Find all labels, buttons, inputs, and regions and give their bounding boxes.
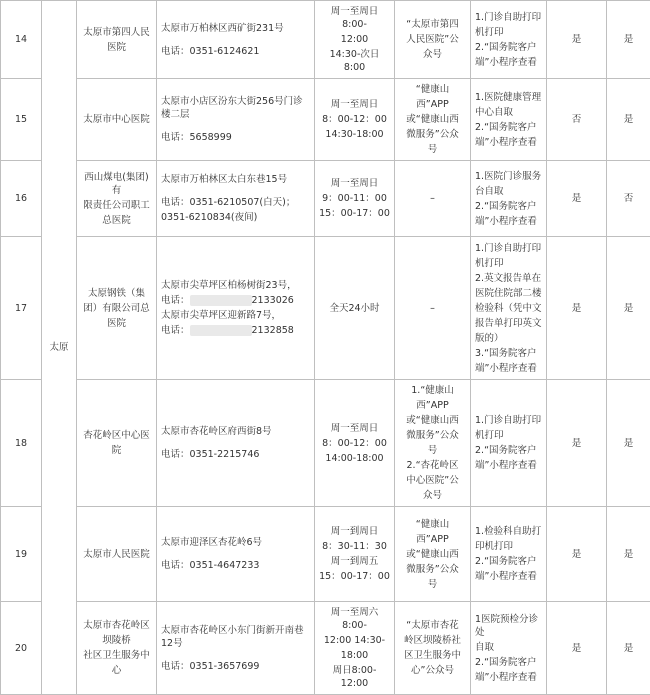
phone-text: 0351-6210834(夜间): [161, 211, 310, 224]
cell-line: 中心医院”公: [399, 474, 466, 487]
cell-line: –: [399, 192, 466, 205]
cell-line: 8：00-12：00: [319, 437, 390, 450]
table-row: [1, 602, 650, 695]
flag-cell-1: 是: [547, 602, 607, 695]
cell-line: 岭区坝陵桥社: [399, 634, 466, 647]
cell-line: 2.“国务院客户: [475, 41, 542, 54]
cell-line: “健康山: [399, 83, 466, 96]
redacted-block: [190, 325, 252, 336]
cell-line: 西”APP: [399, 98, 466, 111]
cell-line: 检验科（凭中文: [475, 302, 542, 315]
cell-line: 2.英文报告单在: [475, 272, 542, 285]
address-phone: [157, 161, 315, 237]
flag-cell-2: 是: [607, 1, 650, 79]
cell-line: 2.“国务院客户: [475, 444, 542, 457]
cell-line: 全天24小时: [319, 302, 390, 315]
cell-line: 12:00: [319, 33, 390, 46]
flag-cell-1: 是: [547, 161, 607, 237]
cell-line: 机打印: [475, 429, 542, 442]
hospital-name: [77, 507, 157, 602]
cell-line: 1.医院健康管理: [475, 91, 542, 104]
table-body: [1, 1, 650, 695]
line-gap: [161, 123, 310, 129]
phone-text: 电话：0351-4647233: [161, 559, 310, 572]
service-hours: [315, 79, 395, 161]
flag-cell-1: 否: [547, 79, 607, 161]
pickup-method: [471, 507, 547, 602]
address-text: 太原市尖草坪区迎新路7号，: [161, 309, 310, 322]
cell-line: 1.“健康山: [399, 384, 466, 397]
cell-line: 2.“国务院客户: [475, 200, 542, 213]
cell-line: “健康山: [399, 518, 466, 531]
row-number: 14: [1, 1, 42, 79]
cell-line: 医院: [81, 41, 152, 54]
address-text: 太原市迎泽区杏花岭6号: [161, 536, 310, 549]
cell-line: 心: [81, 664, 152, 677]
cell-line: 杏花岭区中心医: [81, 429, 152, 442]
cell-line: 机打印: [475, 257, 542, 270]
cell-line: 周一至周六8:00-: [319, 606, 390, 632]
cell-line: 限责任公司职工: [81, 199, 152, 212]
line-gap: [161, 37, 310, 43]
table-row: [1, 237, 650, 380]
phone-text: 电话：0351-6124621: [161, 45, 310, 58]
cell-line: 报告单打印英文: [475, 317, 542, 330]
flag-cell-2: 是: [607, 79, 650, 161]
cell-line: 台自取: [475, 185, 542, 198]
hospital-name: [77, 602, 157, 695]
cell-line: 周一至周日: [319, 177, 390, 190]
cell-line: 印机打印: [475, 540, 542, 553]
flag-cell-2: 是: [607, 237, 650, 380]
online-channel: [395, 602, 471, 695]
cell-line: 心”公众号: [399, 664, 466, 677]
flag-cell-1: 是: [547, 1, 607, 79]
cell-line: 或“健康山西: [399, 113, 466, 126]
cell-line: 2.“国务院客户: [475, 656, 542, 669]
hospital-name: [77, 161, 157, 237]
flag-cell-2: 是: [607, 602, 650, 695]
row-number: 16: [1, 161, 42, 237]
cell-line: 中心自取: [475, 106, 542, 119]
cell-line: 坝陵桥: [81, 634, 152, 647]
cell-line: 太原市第四人民: [81, 26, 152, 39]
cell-line: 人民医院”公: [399, 33, 466, 46]
cell-line: 端”小程序查看: [475, 136, 542, 149]
cell-line: 众号: [399, 489, 466, 502]
hospital-name: [77, 380, 157, 507]
cell-line: 号: [399, 143, 466, 156]
address-phone: [157, 380, 315, 507]
service-hours: [315, 237, 395, 380]
cell-line: 14:30-次日8:00: [319, 48, 390, 74]
online-channel: [395, 161, 471, 237]
table-row: [1, 380, 650, 507]
cell-line: 15：00-17：00: [319, 207, 390, 220]
flag-cell-1: 是: [547, 237, 607, 380]
phone-label: 电话：: [161, 295, 190, 306]
table-row: [1, 1, 650, 79]
address-phone: [157, 237, 315, 380]
service-hours: [315, 161, 395, 237]
cell-line: 9：00-11：00: [319, 192, 390, 205]
cell-line: 周一至周日: [319, 422, 390, 435]
address-phone: [157, 507, 315, 602]
cell-line: 8：00-12：00: [319, 113, 390, 126]
address-phone: [157, 1, 315, 79]
cell-line: 西”APP: [399, 399, 466, 412]
cell-line: “太原市第四: [399, 18, 466, 31]
flag-cell-2: 否: [607, 161, 650, 237]
cell-line: 1.门诊自助打印: [475, 11, 542, 24]
cell-line: 周一到周日: [319, 525, 390, 538]
phone-text: [161, 324, 310, 337]
table-row: [1, 79, 650, 161]
cell-line: 1医院预检分诊处: [475, 613, 542, 639]
phone-text: 电话：0351-2215746: [161, 448, 310, 461]
address-text: 太原市杏花岭区府西街8号: [161, 425, 310, 438]
pickup-method: [471, 237, 547, 380]
cell-line: 太原市人民医院: [81, 548, 152, 561]
table-row: [1, 161, 650, 237]
cell-line: 号: [399, 444, 466, 457]
cell-line: 机打印: [475, 26, 542, 39]
pickup-method: [471, 1, 547, 79]
hospital-name: [77, 1, 157, 79]
cell-line: 区卫生服务中: [399, 649, 466, 662]
city-cell: 太原: [42, 1, 77, 695]
cell-line: 医院: [81, 317, 152, 330]
cell-line: 1.门诊自助打印: [475, 414, 542, 427]
phone-text: 电话：0351-3657699: [161, 660, 310, 673]
online-channel: [395, 79, 471, 161]
phone-text: [161, 294, 310, 307]
pickup-method: [471, 161, 547, 237]
cell-line: 14:00-18:00: [319, 452, 390, 465]
row-number: 20: [1, 602, 42, 695]
cell-line: 2.“杏花岭区: [399, 459, 466, 472]
online-channel: [395, 1, 471, 79]
service-hours: [315, 380, 395, 507]
hospital-name: [77, 79, 157, 161]
address-text: 太原市杏花岭区小东门街新开南巷12号: [161, 624, 310, 650]
cell-line: 周一至周日: [319, 98, 390, 111]
cell-line: 社区卫生服务中: [81, 649, 152, 662]
cell-line: 微服务”公众: [399, 128, 466, 141]
cell-line: 端”小程序查看: [475, 570, 542, 583]
cell-line: 太原钢铁（集: [81, 287, 152, 300]
cell-line: 版的）: [475, 332, 542, 345]
address-phone: [157, 79, 315, 161]
cell-line: “太原市杏花: [399, 619, 466, 632]
online-channel: [395, 507, 471, 602]
cell-line: 18:00: [319, 649, 390, 662]
cell-line: 2.“国务院客户: [475, 555, 542, 568]
cell-line: 太原市中心医院: [81, 113, 152, 126]
row-number: 17: [1, 237, 42, 380]
cell-line: 医院住院部二楼: [475, 287, 542, 300]
cell-line: 14:30-18:00: [319, 128, 390, 141]
row-number: 19: [1, 507, 42, 602]
cell-line: 微服务”公众: [399, 429, 466, 442]
cell-line: 西山煤电(集团)有: [81, 171, 152, 197]
hospital-name: [77, 237, 157, 380]
online-channel: [395, 380, 471, 507]
address-text: 太原市万柏林区太白东巷15号: [161, 173, 310, 186]
cell-line: 团）有限公司总: [81, 302, 152, 315]
line-gap: [161, 440, 310, 446]
cell-line: 1.医院门诊服务: [475, 170, 542, 183]
phone-tail: 2133026: [252, 295, 294, 306]
cell-line: 端”小程序查看: [475, 215, 542, 228]
address-phone: [157, 602, 315, 695]
address-text: 太原市尖草坪区柏杨树街23号，: [161, 279, 310, 292]
service-hours: [315, 602, 395, 695]
cell-line: 1.门诊自助打印: [475, 242, 542, 255]
flag-cell-1: 是: [547, 380, 607, 507]
row-number: 15: [1, 79, 42, 161]
flag-cell-2: 是: [607, 507, 650, 602]
cell-line: 1.检验科自助打: [475, 525, 542, 538]
cell-line: 12:00 14:30-: [319, 634, 390, 647]
cell-line: 号: [399, 578, 466, 591]
cell-line: 15：00-17：00: [319, 570, 390, 583]
address-text: 太原市小店区汾东大街256号门诊楼二层: [161, 95, 310, 121]
table-row: [1, 507, 650, 602]
cell-line: 或“健康山西: [399, 548, 466, 561]
cell-line: 3.“国务院客户: [475, 347, 542, 360]
pickup-method: [471, 79, 547, 161]
service-hours: [315, 1, 395, 79]
service-hours: [315, 507, 395, 602]
phone-text: 电话：0351-6210507(白天)；: [161, 196, 310, 209]
redacted-block: [190, 295, 252, 306]
line-gap: [161, 551, 310, 557]
online-channel: [395, 237, 471, 380]
flag-cell-2: 是: [607, 380, 650, 507]
cell-line: 8：30-11：30: [319, 540, 390, 553]
cell-line: 总医院: [81, 214, 152, 227]
flag-cell-1: 是: [547, 507, 607, 602]
cell-line: 周日8:00-12:00: [319, 664, 390, 690]
cell-line: 端”小程序查看: [475, 459, 542, 472]
address-text: 太原市万柏林区西矿街231号: [161, 22, 310, 35]
cell-line: –: [399, 302, 466, 315]
cell-line: 2.“国务院客户: [475, 121, 542, 134]
cell-line: 或“健康山西: [399, 414, 466, 427]
cell-line: 西”APP: [399, 533, 466, 546]
cell-line: 院: [81, 444, 152, 457]
cell-line: 周一至周日8:00-: [319, 5, 390, 31]
phone-label: 电话：: [161, 325, 190, 336]
row-number: 18: [1, 380, 42, 507]
line-gap: [161, 188, 310, 194]
cell-line: 端”小程序查看: [475, 671, 542, 684]
pickup-method: [471, 380, 547, 507]
pickup-method: [471, 602, 547, 695]
cell-line: 自取: [475, 641, 542, 654]
line-gap: [161, 652, 310, 658]
phone-tail: 2132858: [252, 325, 294, 336]
cell-line: 众号: [399, 48, 466, 61]
cell-line: 端”小程序查看: [475, 362, 542, 375]
cell-line: 端”小程序查看: [475, 56, 542, 69]
phone-text: 电话：5658999: [161, 131, 310, 144]
cell-line: 微服务”公众: [399, 563, 466, 576]
cell-line: 太原市杏花岭区: [81, 619, 152, 632]
cell-line: 周一到周五: [319, 555, 390, 568]
